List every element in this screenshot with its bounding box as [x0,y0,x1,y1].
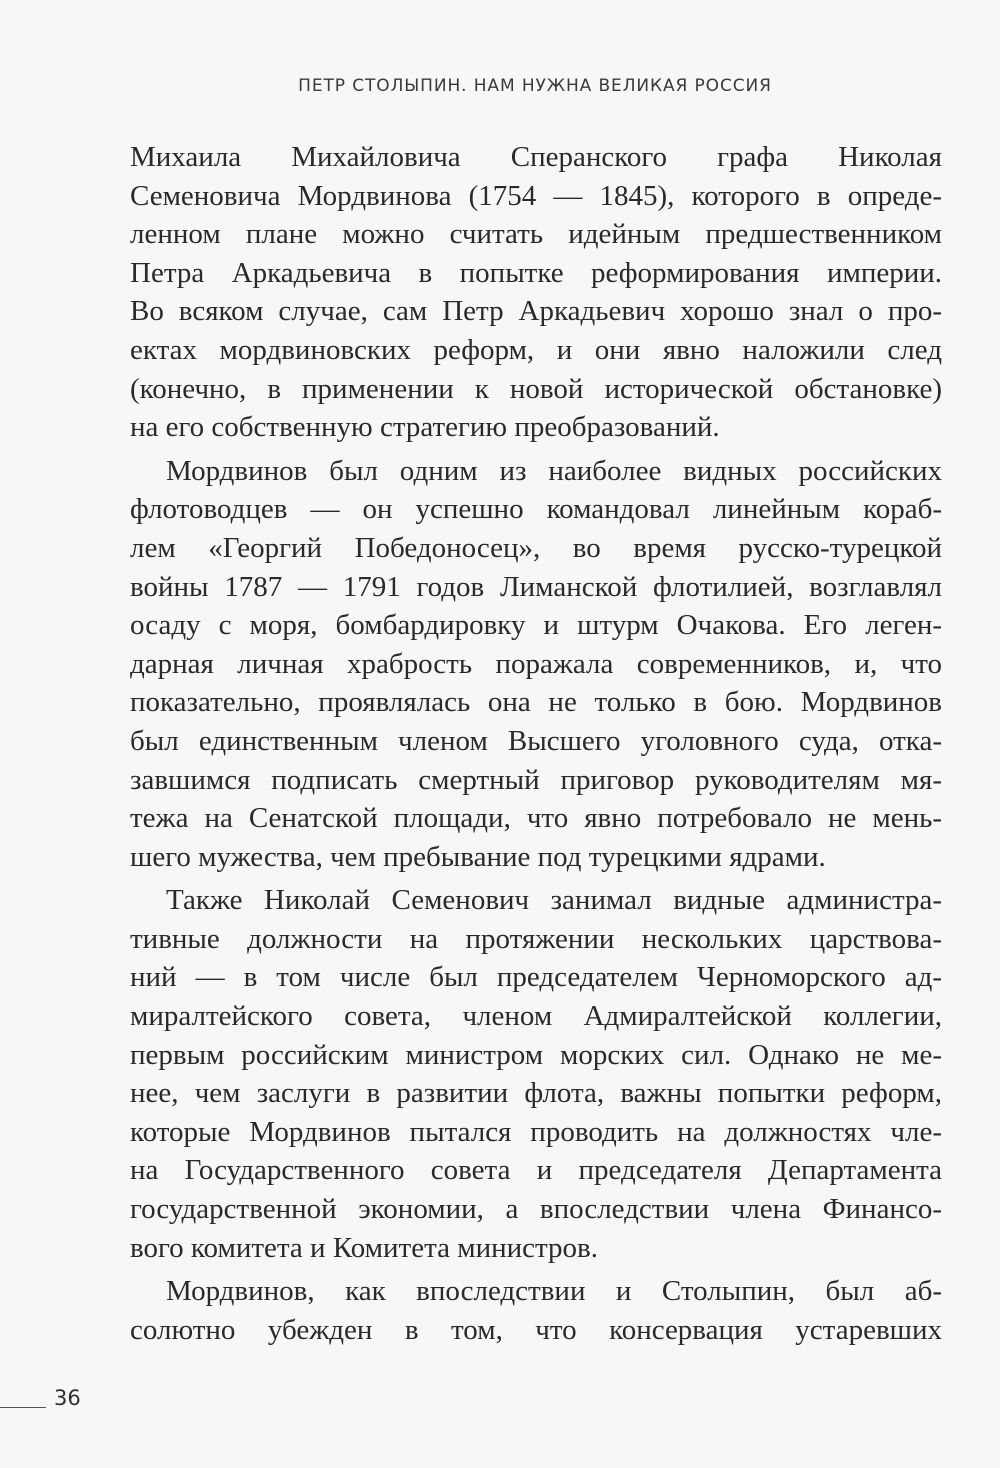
text-line: (конечно, в применении к новой исторической обстановке) [130,372,942,405]
folio-rule [0,1407,46,1408]
paragraph [130,138,942,447]
text-line: флотоводцев — он успешно командовал линейным кораб- [130,493,942,526]
body-text [130,138,942,1349]
text-line: солютно убежден в том, что консервация устаревших [130,1313,942,1346]
text-line: завшимся подписать смертный приговор руководителям мя- [130,763,942,796]
text-line: тивные должности на протяжении нескольких царствова- [130,922,942,955]
text-line: которые Мордвинов пытался проводить на должностях чле- [130,1115,942,1148]
text-line: миралтейского совета, членом Адмиралтейской коллегии, [130,1000,942,1033]
text-line: дарная личная храбрость поражала современников, и, что [130,647,942,680]
text-line: Во всяком случае, сам Петр Аркадьевич хорошо знал о про- [130,295,942,328]
text-line: на его собственную стратегию преобразований. [130,411,720,444]
text-line: лем «Георгий Победоносец», во время русско-турецкой [130,531,942,564]
text-line: войны 1787 — 1791 годов Лиманской флотилией, возглавлял [130,570,942,603]
text-line: ектах мордвиновских реформ, и они явно наложили след [130,333,942,366]
running-head: ПЕТР СТОЛЫПИН. НАМ НУЖНА ВЕЛИКАЯ РОССИЯ [298,76,772,96]
text-line: шего мужества, чем пребывание под турецкими ядрами. [130,840,826,873]
paragraph [130,452,942,877]
text-line: вого комитета и Комитета министров. [130,1231,598,1264]
text-line: показательно, проявлялась она не только в бою. Мордвинов [130,686,942,719]
text-line: Также Николай Семенович занимал видные администра- [166,884,942,917]
text-line: Михаила Михайловича Сперанского графа Николая [130,141,942,173]
text-line: Мордвинов, как впоследствии и Столыпин, был аб- [166,1275,942,1308]
text-line: Семеновича Мордвинова (1754 — 1845), которого в опреде- [130,179,942,212]
text-line: ний — в том числе был председателем Черноморского ад- [130,961,942,994]
text-line: Мордвинов был одним из наиболее видных российских [166,454,942,487]
paragraph [130,881,942,1267]
text-line: нее, чем заслуги в развитии флота, важны попытки реформ, [130,1077,942,1110]
paragraph [130,1272,942,1349]
text-line: государственной экономии, а впоследствии члена Финансо- [130,1193,942,1226]
text-line: тежа на Сенатской площади, что явно потребовало не мень- [130,802,942,835]
text-line: Петра Аркадьевича в попытке реформирования империи. [130,256,942,289]
text-line: был единственным членом Высшего уголовного суда, отка- [130,724,942,757]
text-line: на Государственного совета и председателя Департамента [130,1154,942,1187]
text-line: ленном плане можно считать идейным предшественником [130,218,942,251]
text-line: первым российским министром морских сил. Однако не ме- [130,1038,942,1071]
text-line: осаду с моря, бомбардировку и штурм Очакова. Его леген- [130,609,942,642]
page-number: 36 [54,1386,81,1410]
